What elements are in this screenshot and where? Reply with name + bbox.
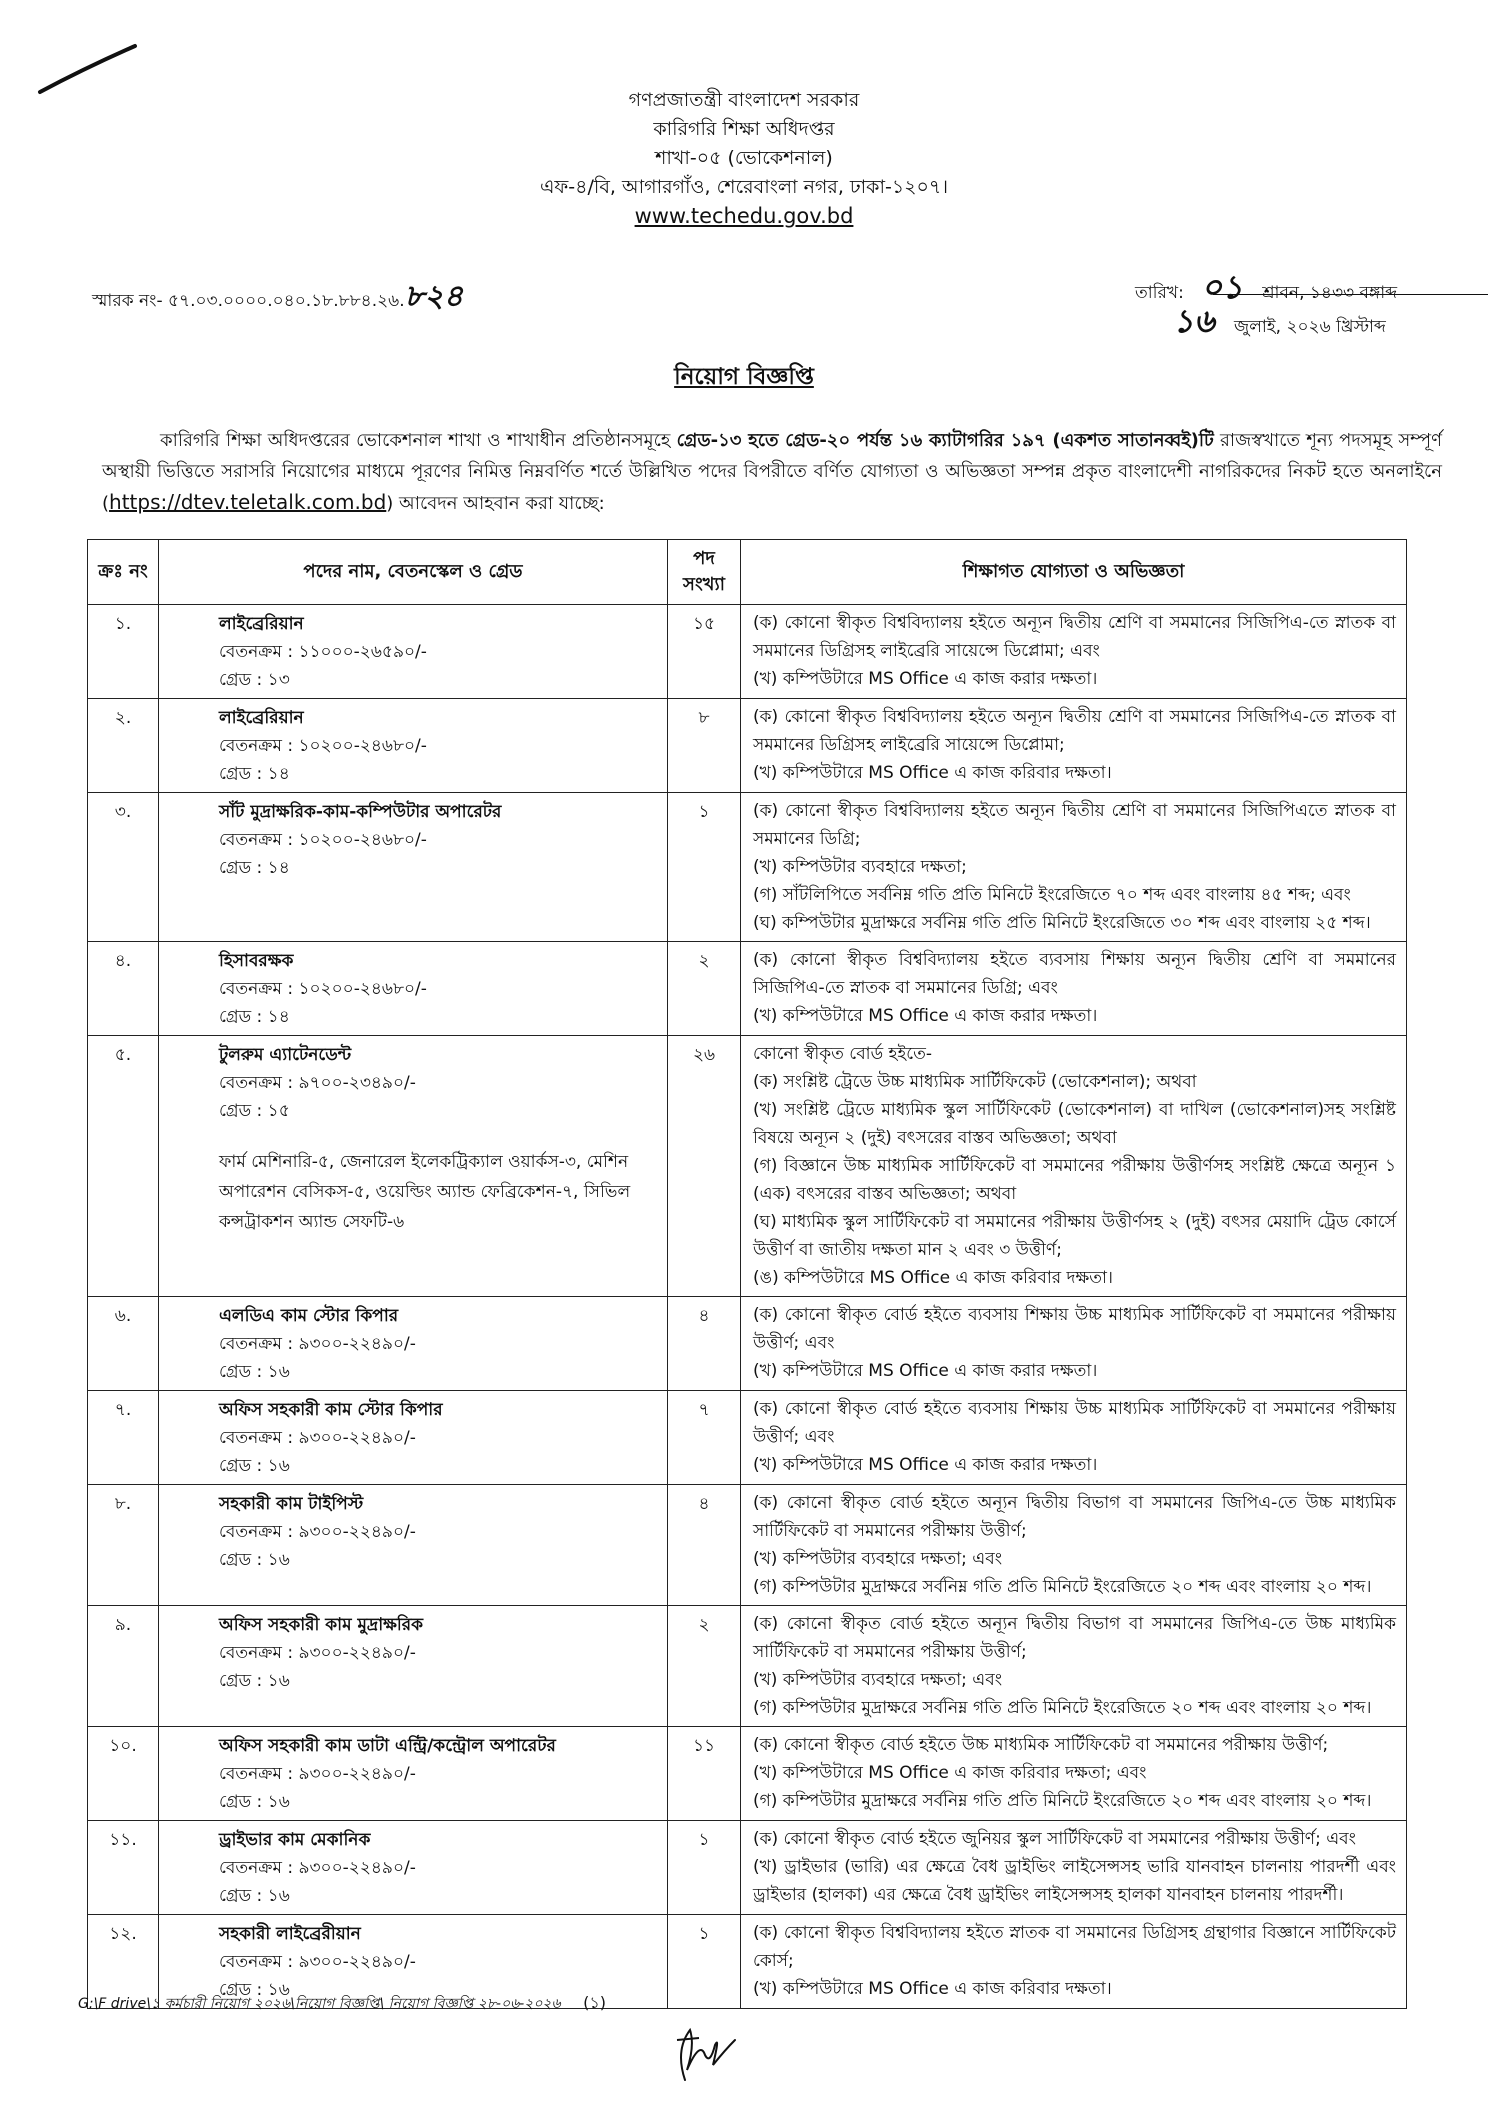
cell-serial: ১২. — [88, 1915, 159, 2009]
qualification-item: (ঙ) কম্পিউটারে MS Office এ কাজ করিবার দক্ষতা। — [753, 1268, 1113, 1288]
grade: গ্রেড : ১৬ — [219, 1886, 290, 1906]
intro-text-2: রাজস্বখাতে শূন্য পদসমূহ সম্পূর্ণ অস্থায়ী ভিত্তিতে সরাসরি নিয়োগের মাধ্যমে পূরণের নিমিত্ত নিম্নবর্ণিত শর্তে উল্লিখিত পদের বিপরীতে বর্ণিত যোগ্যতা ও অভিজ্ঞতা সম্পন্ন প্রকৃত বাংলাদেশী নাগরিকদের নিকট হতে অনলাইনে ( — [102, 430, 1442, 514]
post-name: সহকারী লাইব্রেরীয়ান — [219, 1924, 361, 1944]
pay-scale: বেতনক্রম : ৯৩০০-২২৪৯০/- — [219, 1643, 416, 1663]
table-row — [88, 942, 1407, 1036]
cell-post-count: ৪ — [668, 1297, 741, 1391]
qualification-item: (গ) বিজ্ঞানে উচ্চ মাধ্যমিক সার্টিফিকেট বা সমমানের পরীক্ষায় উত্তীর্ণসহ সংশ্লিষ্ট ক্ষেত্রে অন্যূন ১ (এক) বৎসরের বাস্তব অভিজ্ঞতা; অথবা — [753, 1156, 1396, 1204]
cell-post — [159, 605, 668, 699]
qualification-item: (গ) কম্পিউটার মুদ্রাক্ষরে সর্বনিম্ন গতি প্রতি মিনিটে ইংরেজিতে ২০ শব্দ এবং বাংলায় ২০ শব্দ। — [753, 1791, 1372, 1811]
cell-qualification — [741, 942, 1407, 1036]
qualification-item: (ঘ) মাধ্যমিক স্কুল সার্টিফিকেট বা সমমানের পরীক্ষায় উত্তীর্ণসহ ২ (দুই) বৎসর মেয়াদি ট্রেড কোর্সে উত্তীর্ণ বা জাতীয় দক্ষতা মান ২ এবং ৩ উত্তীর্ণ; — [753, 1212, 1396, 1260]
footer-path: G:\F drive\১ কর্মচারী নিয়োগ ২০২৬\নিয়োগ বিজ্ঞপ্তি\ নিয়োগ বিজ্ঞপ্তি ২৮-০৬-২০২৬ — [78, 1996, 561, 2012]
pay-scale: বেতনক্রম : ৯৩০০-২২৪৯০/- — [219, 1764, 416, 1784]
cell-post-count: ২ — [668, 1606, 741, 1727]
col-header-sl: ক্রঃ নং — [88, 540, 159, 605]
qualification-item: (খ) কম্পিউটারে MS Office এ কাজ করার দক্ষতা। — [753, 1361, 1098, 1381]
cell-post-count: ৭ — [668, 1391, 741, 1485]
cell-serial: ১. — [88, 605, 159, 699]
table-header-row — [88, 540, 1407, 605]
post-name: সহকারী কাম টাইপিস্ট — [219, 1494, 364, 1514]
table-body — [88, 605, 1407, 2009]
pay-scale: বেতনক্রম : ৯৩০০-২২৪৯০/- — [219, 1522, 416, 1542]
footer-file-path — [78, 1990, 606, 2017]
post-name: এলডিএ কাম স্টোর কিপার — [219, 1306, 399, 1326]
table-row — [88, 1821, 1407, 1915]
grade: গ্রেড : ১৬ — [219, 1980, 290, 2000]
header-branch: শাখা-০৫ (ভোকেশনাল) — [655, 147, 833, 169]
post-name: লাইব্রেরিয়ান — [219, 708, 304, 728]
cell-serial: ১১. — [88, 1821, 159, 1915]
page-number: (১) — [583, 1993, 606, 2012]
qualification-item: (ক) কোনো স্বীকৃত বোর্ড হইতে উচ্চ মাধ্যমিক সার্টিফিকেট বা সমমানের পরীক্ষায় উত্তীর্ণ; — [753, 1735, 1329, 1755]
cell-qualification — [741, 605, 1407, 699]
qualification-item: (ক) কোনো স্বীকৃত বোর্ড হইতে জুনিয়র স্কুল সার্টিফিকেট বা সমমানের পরীক্ষায় উত্তীর্ণ; এবং — [753, 1829, 1356, 1849]
qualification-item: (ক) কোনো স্বীকৃত বোর্ড হইতে ব্যবসায় শিক্ষায় উচ্চ মাধ্যমিক সার্টিফিকেট বা সমমানের পরীক্ষায় উত্তীর্ণ; এবং — [753, 1399, 1396, 1447]
col-header-qualification: শিক্ষাগত যোগ্যতা ও অভিজ্ঞতা — [741, 540, 1407, 605]
cell-post — [159, 1727, 668, 1821]
date-english-rest: জুলাই, ২০২৬ খ্রিস্টাব্দ — [1233, 317, 1386, 337]
post-name: অফিস সহকারী কাম ডাটা এন্ট্রি/কন্ট্রোল অপারেটর — [219, 1736, 556, 1756]
cell-post-count: ৪ — [668, 1485, 741, 1606]
cell-post — [159, 1485, 668, 1606]
cell-serial: ৩. — [88, 793, 159, 942]
pay-scale: বেতনক্রম : ৯৩০০-২২৪৯০/- — [219, 1858, 416, 1878]
cell-serial: ৯. — [88, 1606, 159, 1727]
cell-post — [159, 1606, 668, 1727]
pay-scale: বেতনক্রম : ১০২০০-২৪৬৮০/- — [219, 736, 427, 756]
post-name: অফিস সহকারী কাম স্টোর কিপার — [219, 1400, 443, 1420]
qualification-item: (ঘ) কম্পিউটার মুদ্রাক্ষরে সর্বনিম্ন গতি প্রতি মিনিটে ইংরেজিতে ৩০ শব্দ এবং বাংলায় ২৫ শব্দ। — [753, 913, 1371, 933]
notice-title-wrap — [0, 358, 1488, 397]
qualification-item: কোনো স্বীকৃত বোর্ড হইতে- — [753, 1044, 932, 1064]
cell-serial: ১০. — [88, 1727, 159, 1821]
cell-post-count: ১ — [668, 793, 741, 942]
qualification-item: (গ) কম্পিউটার মুদ্রাক্ষরে সর্বনিম্ন গতি প্রতি মিনিটে ইংরেজিতে ২০ শব্দ এবং বাংলায় ২০ শব্দ। — [753, 1698, 1372, 1718]
qualification-item: (খ) ড্রাইভার (ভারি) এর ক্ষেত্রে বৈধ ড্রাইভিং লাইসেন্সসহ ভারি যানবাহন চালনায় পারদর্শী এবং ড্রাইভার (হালকা) এর ক্ষেত্রে বৈধ ড্রাইভিং লাইসেন্সসহ হালকা যানবাহন চালনায় পারদর্শী। — [753, 1857, 1396, 1905]
header-website-wrap — [0, 204, 1488, 229]
table-row — [88, 699, 1407, 793]
grade: গ্রেড : ১৩ — [219, 670, 290, 690]
date-block — [1135, 262, 1398, 340]
cell-qualification — [741, 1297, 1407, 1391]
grade: গ্রেড : ১৬ — [219, 1456, 290, 1476]
cell-qualification — [741, 1391, 1407, 1485]
cell-serial: ৬. — [88, 1297, 159, 1391]
grade: গ্রেড : ১৬ — [219, 1362, 290, 1382]
qualification-item: (ক) কোনো স্বীকৃত বিশ্ববিদ্যালয় হইতে স্নাতক বা সমমানের ডিগ্রিসহ গ্রন্থাগার বিজ্ঞানে সার্টিফিকেট কোর্স; — [753, 1923, 1396, 1971]
cell-qualification — [741, 699, 1407, 793]
qualification-item: (খ) কম্পিউটারে MS Office এ কাজ করার দক্ষতা। — [753, 669, 1098, 689]
memo-label: স্মারক নং- ৫৭.০৩.০০০০.০৪০.১৮.৮৮৪.২৬. — [92, 291, 405, 311]
qualification-item: (গ) সাঁটলিপিতে সর্বনিম্ন গতি প্রতি মিনিটে ইংরেজিতে ৭০ শব্দ এবং বাংলায় ৪৫ শব্দ; এবং — [753, 885, 1351, 905]
post-name: লাইব্রেরিয়ান — [219, 614, 304, 634]
pay-scale: বেতনক্রম : ১০২০০-২৪৬৮০/- — [219, 979, 427, 999]
table-row — [88, 1297, 1407, 1391]
cell-post — [159, 1036, 668, 1297]
table-row — [88, 605, 1407, 699]
post-name: হিসাবরক্ষক — [219, 951, 294, 971]
qualification-item: (ক) কোনো স্বীকৃত বিশ্ববিদ্যালয় হইতে অন্যূন দ্বিতীয় শ্রেণি বা সমমানের সিজিপিএতে স্নাতক বা সমমানের ডিগ্রি; — [753, 801, 1396, 849]
cell-qualification — [741, 1485, 1407, 1606]
grade: গ্রেড : ১৫ — [219, 1101, 290, 1121]
qualification-item: (খ) কম্পিউটারে MS Office এ কাজ করিবার দক্ষতা। — [753, 763, 1112, 783]
table-row — [88, 793, 1407, 942]
table-row — [88, 1606, 1407, 1727]
pay-scale: বেতনক্রম : ৯৩০০-২২৪৯০/- — [219, 1952, 416, 1972]
col-header-count: পদ সংখ্যা — [668, 540, 741, 605]
cell-post — [159, 793, 668, 942]
pay-scale: বেতনক্রম : ৯৩০০-২২৪৯০/- — [219, 1334, 416, 1354]
cell-serial: ২. — [88, 699, 159, 793]
cell-serial: ৪. — [88, 942, 159, 1036]
header-website-link[interactable]: www.techedu.gov.bd — [634, 204, 854, 228]
qualification-item: (খ) কম্পিউটার ব্যবহারে দক্ষতা; এবং — [753, 1670, 1003, 1690]
cell-qualification — [741, 1821, 1407, 1915]
apply-link[interactable]: https://dtev.teletalk.com.bd — [109, 490, 387, 514]
qualification-item: (খ) কম্পিউটারে MS Office এ কাজ করার দক্ষতা। — [753, 1455, 1098, 1475]
pay-scale: বেতনক্রম : ১০২০০-২৪৬৮০/- — [219, 830, 427, 850]
cell-qualification — [741, 1036, 1407, 1297]
post-name: অফিস সহকারী কাম মুদ্রাক্ষরিক — [219, 1615, 424, 1635]
col-header-post: পদের নাম, বেতনস্কেল ও গ্রেড — [159, 540, 668, 605]
cell-post — [159, 942, 668, 1036]
intro-paragraph — [102, 425, 1442, 519]
memo-handwritten-number: ৮২৪ — [404, 279, 464, 314]
grade: গ্রেড : ১৬ — [219, 1792, 290, 1812]
cell-post-count: ১ — [668, 1915, 741, 2009]
qualification-item: (ক) কোনো স্বীকৃত বিশ্ববিদ্যালয় হইতে অন্যূন দ্বিতীয় শ্রেণি বা সমমানের সিজিপিএ-তে স্নাতক বা সমমানের ডিগ্রিসহ লাইব্রেরি সায়েন্সে ডিপ্লোমা; এবং — [753, 613, 1396, 661]
grade: গ্রেড : ১৪ — [219, 1007, 290, 1027]
qualification-item: (ক) কোনো স্বীকৃত বিশ্ববিদ্যালয় হইতে অন্যূন দ্বিতীয় শ্রেণি বা সমমানের সিজিপিএ-তে স্নাতক বা সমমানের ডিগ্রিসহ লাইব্রেরি সায়েন্সে ডিপ্লোমা; — [753, 707, 1396, 755]
pay-scale: বেতনক্রম : ৯৭০০-২৩৪৯০/- — [219, 1073, 416, 1093]
qualification-item: (ক) কোনো স্বীকৃত বোর্ড হইতে অন্যূন দ্বিতীয় বিভাগ বা সমমানের জিপিএ-তে উচ্চ মাধ্যমিক সার্টিফিকেট বা সমমানের পরীক্ষায় উত্তীর্ণ; — [753, 1493, 1396, 1541]
date-bangla-day: ০১ — [1201, 268, 1243, 306]
qualification-item: (খ) সংশ্লিষ্ট ট্রেডে মাধ্যমিক স্কুল সার্টিফিকেট (ভোকেশনাল) বা দাখিল (ভোকেশনাল)সহ সংশ্লিষ্ট বিষয়ে অন্যূন ২ (দুই) বৎসরের বাস্তব অভিজ্ঞতা; অথবা — [753, 1100, 1396, 1148]
cell-serial: ৭. — [88, 1391, 159, 1485]
cell-post — [159, 1297, 668, 1391]
table-row — [88, 1727, 1407, 1821]
notice-title: নিয়োগ বিজ্ঞপ্তি — [674, 364, 814, 390]
cell-post — [159, 699, 668, 793]
table-row — [88, 1036, 1407, 1297]
cell-qualification — [741, 1606, 1407, 1727]
date-label: তারিখ: — [1135, 283, 1184, 303]
cell-post — [159, 1821, 668, 1915]
cell-serial: ৫. — [88, 1036, 159, 1297]
vacancy-table — [87, 539, 1407, 2009]
intro-text-1: কারিগরি শিক্ষা অধিদপ্তরের ভোকেশনাল শাখা ও শাখাধীন প্রতিষ্ঠানসমূহে — [160, 430, 677, 451]
memo-number — [92, 272, 463, 323]
intro-bold: গ্রেড-১৩ হতে গ্রেড-২০ পর্যন্ত ১৬ ক্যাটাগরির ১৯৭ (একশত সাতানব্বই)টি — [676, 430, 1214, 451]
qualification-item: (খ) কম্পিউটারে MS Office এ কাজ করার দক্ষতা। — [753, 1006, 1098, 1026]
post-trade-breakdown: ফার্ম মেশিনারি-৫, জেনারেল ইলেকট্রিক্যাল ওয়ার্কস-৩, মেশিন অপারেশন বেসিকস-৫, ওয়েল্ডিং অ্যান্ড ফেব্রিকেশন-৭, সিভিল কন্সট্রাকশন অ্যান্ড সেফটি-৬ — [219, 1152, 631, 1232]
cell-post — [159, 1391, 668, 1485]
cell-qualification — [741, 1915, 1407, 2009]
date-divider — [1213, 294, 1488, 295]
qualification-item: (ক) কোনো স্বীকৃত বোর্ড হইতে ব্যবসায় শিক্ষায় উচ্চ মাধ্যমিক সার্টিফিকেট বা সমমানের পরীক্ষায় উত্তীর্ণ; এবং — [753, 1305, 1396, 1353]
qualification-item: (খ) কম্পিউটার ব্যবহারে দক্ষতা; — [753, 857, 967, 877]
date-english-day: ১৬ — [1173, 302, 1215, 340]
grade: গ্রেড : ১৪ — [219, 858, 290, 878]
intro-text-3: ) আবেদন আহবান করা যাচ্ছে: — [386, 493, 605, 514]
qualification-item: (খ) কম্পিউটার ব্যবহারে দক্ষতা; এবং — [753, 1549, 1003, 1569]
qualification-item: (ক) সংশ্লিষ্ট ট্রেডে উচ্চ মাধ্যমিক সার্টিফিকেট (ভোকেশনাল); অথবা — [753, 1072, 1197, 1092]
header-department: কারিগরি শিক্ষা অধিদপ্তর — [653, 118, 835, 140]
cell-post-count: ২৬ — [668, 1036, 741, 1297]
qualification-item: (ক) কোনো স্বীকৃত বোর্ড হইতে অন্যূন দ্বিতীয় বিভাগ বা সমমানের জিপিএ-তে উচ্চ মাধ্যমিক সার্টিফিকেট বা সমমানের পরীক্ষায় উত্তীর্ণ; — [753, 1614, 1396, 1662]
post-name: সাঁট মুদ্রাক্ষরিক-কাম-কম্পিউটার অপারেটর — [219, 802, 502, 822]
header-government: গণপ্রজাতন্ত্রী বাংলাদেশ সরকার — [628, 89, 860, 111]
qualification-item: (খ) কম্পিউটারে MS Office এ কাজ করিবার দক্ষতা। — [753, 1979, 1112, 1999]
cell-post-count: ৮ — [668, 699, 741, 793]
grade: গ্রেড : ১৬ — [219, 1550, 290, 1570]
post-name: ড্রাইভার কাম মেকানিক — [219, 1830, 371, 1850]
cell-post-count: ১ — [668, 1821, 741, 1915]
cell-qualification — [741, 793, 1407, 942]
cell-post-count: ২ — [668, 942, 741, 1036]
pay-scale: বেতনক্রম : ৯৩০০-২২৪৯০/- — [219, 1428, 416, 1448]
table-row — [88, 1485, 1407, 1606]
post-name: টুলরুম এ্যাটেনডেন্ট — [219, 1045, 352, 1065]
cell-post-count: ১৫ — [668, 605, 741, 699]
pay-scale: বেতনক্রম : ১১০০০-২৬৫৯০/- — [219, 642, 427, 662]
grade: গ্রেড : ১৬ — [219, 1671, 290, 1691]
cell-qualification — [741, 1727, 1407, 1821]
date-bangla-rest: শ্রাবন, ১৪৩৩ বঙ্গাব্দ — [1262, 283, 1398, 303]
qualification-item: (খ) কম্পিউটারে MS Office এ কাজ করিবার দক্ষতা; এবং — [753, 1763, 1147, 1783]
table-row — [88, 1391, 1407, 1485]
cell-serial: ৮. — [88, 1485, 159, 1606]
signature — [665, 2010, 745, 2090]
grade: গ্রেড : ১৪ — [219, 764, 290, 784]
qualification-item: (ক) কোনো স্বীকৃত বিশ্ববিদ্যালয় হইতে ব্যবসায় শিক্ষায় অন্যূন দ্বিতীয় শ্রেণি বা সমমানের সিজিপিএ-তে স্নাতক বা সমমানের ডিগ্রি; এবং — [753, 950, 1396, 998]
cell-post-count: ১১ — [668, 1727, 741, 1821]
qualification-item: (গ) কম্পিউটার মুদ্রাক্ষরে সর্বনিম্ন গতি প্রতি মিনিটে ইংরেজিতে ২০ শব্দ এবং বাংলায় ২০ শব্দ। — [753, 1577, 1372, 1597]
header-address: এফ-৪/বি, আগারগাঁও, শেরেবাংলা নগর, ঢাকা-১২০৭। — [539, 176, 949, 198]
